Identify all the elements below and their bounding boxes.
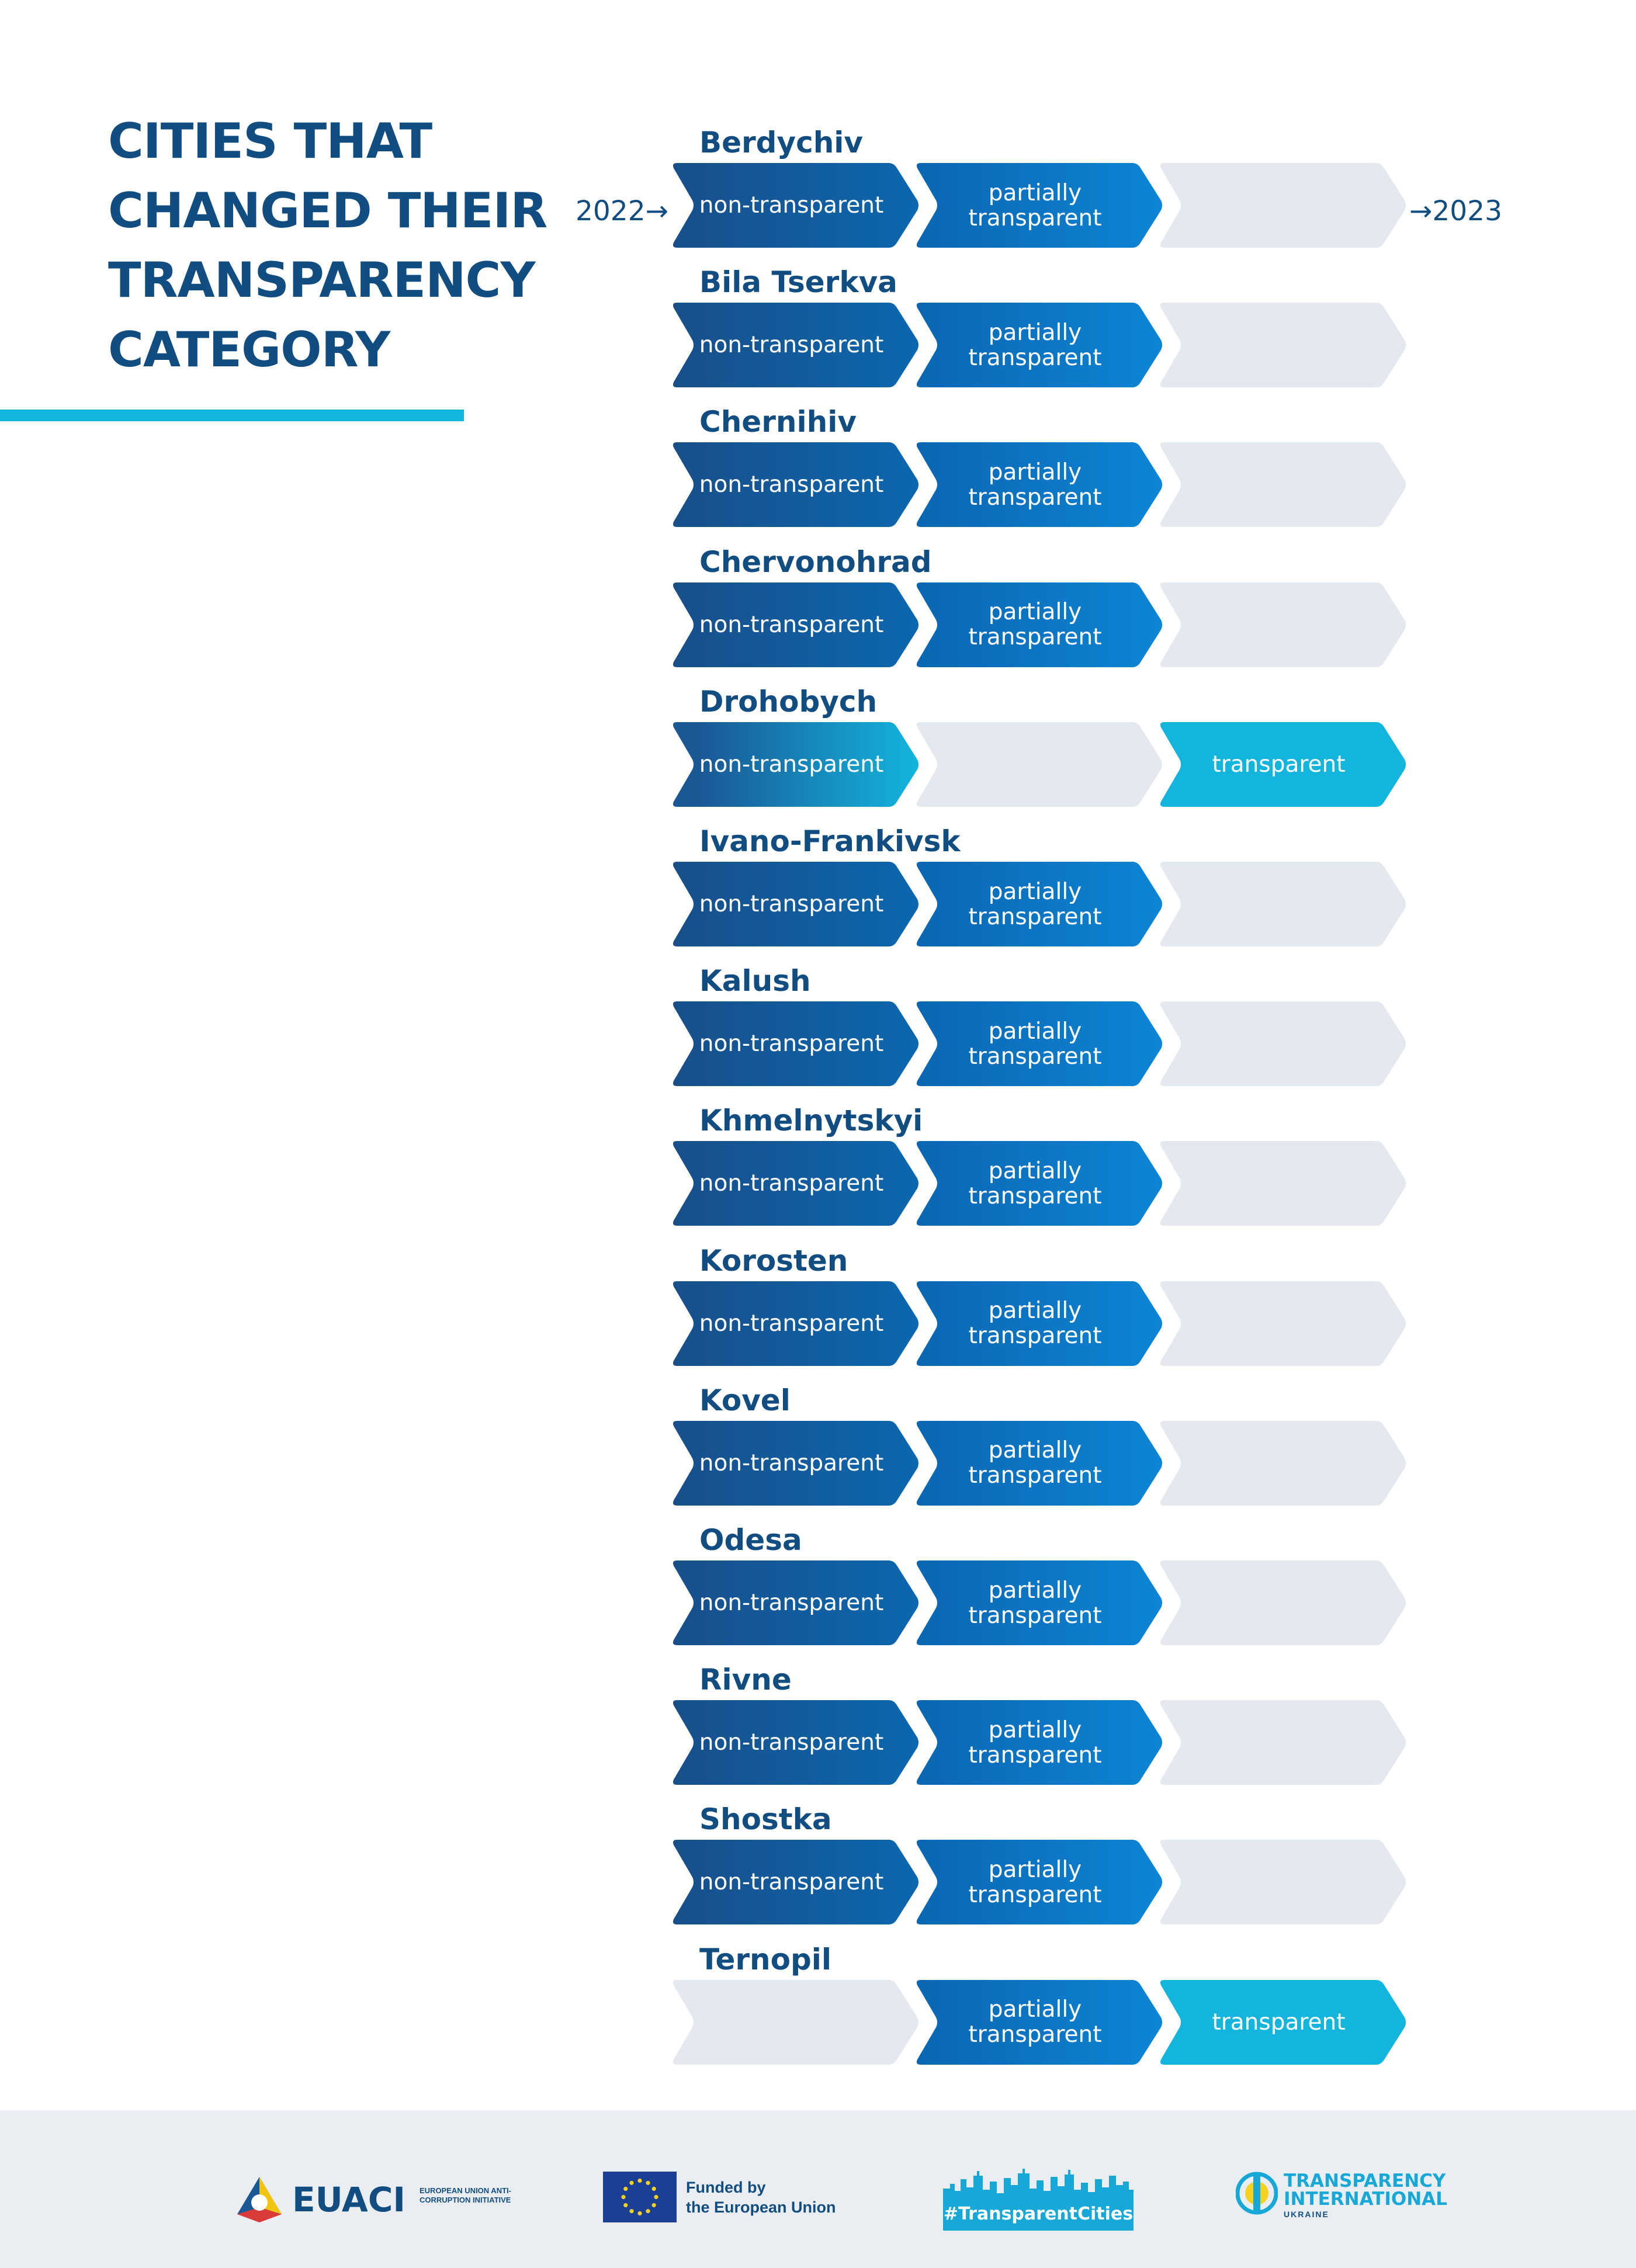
chevron-shape bbox=[1160, 1001, 1406, 1086]
title-underline bbox=[0, 410, 464, 421]
city-name: Ivano-Frankivsk bbox=[699, 824, 961, 858]
title-line-1: CITIES THAT bbox=[108, 113, 432, 169]
chevron-shape bbox=[1160, 862, 1406, 946]
page-title bbox=[108, 106, 576, 384]
stage-label: non-transparent bbox=[699, 1170, 884, 1197]
city-row bbox=[669, 262, 1405, 403]
stage-non-transparent bbox=[669, 862, 920, 946]
eu-funding-line-1: Funded by bbox=[686, 2179, 766, 2196]
city-row bbox=[669, 1241, 1405, 1381]
stage-label: partially transparent bbox=[968, 878, 1102, 930]
year-start-label: 2022→ bbox=[576, 195, 668, 227]
ti-line-1: TRANSPARENCY bbox=[1284, 2170, 1446, 2191]
stage-non-transparent bbox=[669, 582, 920, 667]
stage-non-transparent bbox=[669, 163, 920, 248]
stage-empty bbox=[1156, 303, 1407, 387]
city-name: Drohobych bbox=[699, 684, 878, 719]
city-name: Kovel bbox=[699, 1383, 791, 1417]
city-row bbox=[669, 1799, 1405, 1940]
city-row bbox=[669, 1940, 1405, 2080]
footer bbox=[0, 2110, 1636, 2268]
stage-transparent bbox=[1156, 722, 1407, 807]
stage-label: transparent bbox=[1212, 2009, 1346, 2035]
city-row bbox=[669, 682, 1405, 822]
city-name: Odesa bbox=[699, 1523, 802, 1557]
stage-label: non-transparent bbox=[699, 611, 884, 638]
stage-empty bbox=[1156, 862, 1407, 946]
stage-non-transparent bbox=[669, 1001, 920, 1086]
city-row bbox=[669, 123, 1405, 263]
stage-partially-transparent bbox=[913, 582, 1163, 667]
city-row bbox=[669, 1660, 1405, 1800]
chevron-shape bbox=[1160, 1281, 1406, 1366]
city-row bbox=[669, 542, 1405, 682]
stage-label: non-transparent bbox=[699, 192, 884, 219]
year-end-label: →2023 bbox=[1409, 195, 1502, 227]
stage-empty bbox=[1156, 582, 1407, 667]
transparent-cities-tag: #TransparentCities bbox=[943, 2197, 1134, 2231]
chevron-shape bbox=[1160, 442, 1406, 527]
stage-partially-transparent bbox=[913, 1560, 1163, 1645]
stage-label: non-transparent bbox=[699, 332, 884, 359]
chevron-shape bbox=[917, 722, 1162, 807]
stage-empty bbox=[1156, 1421, 1407, 1506]
stage-partially-transparent bbox=[913, 442, 1163, 527]
stage-label: partially transparent bbox=[968, 1716, 1102, 1768]
city-row bbox=[669, 1520, 1405, 1660]
stage-label: partially transparent bbox=[968, 179, 1102, 231]
stage-empty bbox=[1156, 1560, 1407, 1645]
stage-label: partially transparent bbox=[968, 1577, 1102, 1629]
city-skyline-icon bbox=[943, 2168, 1134, 2198]
stage-empty bbox=[1156, 1281, 1407, 1366]
stage-empty bbox=[1156, 1700, 1407, 1785]
stage-label: partially transparent bbox=[968, 1157, 1102, 1209]
city-row bbox=[669, 1101, 1405, 1241]
transparent-cities-logo bbox=[943, 2168, 1134, 2232]
transparency-international-logo bbox=[1236, 2169, 1458, 2227]
euaci-emblem-icon bbox=[234, 2173, 285, 2225]
stage-label: partially transparent bbox=[968, 319, 1102, 371]
stage-empty bbox=[1156, 1840, 1407, 1924]
stage-label: non-transparent bbox=[699, 751, 884, 778]
title-line-3: TRANSPARENCY bbox=[108, 252, 535, 308]
city-row bbox=[669, 402, 1405, 542]
stage-empty bbox=[1156, 1001, 1407, 1086]
stage-partially-transparent bbox=[913, 1700, 1163, 1785]
city-name: Bila Tserkva bbox=[699, 265, 897, 300]
stage-label: partially transparent bbox=[968, 459, 1102, 511]
eu-funding-line-2: the European Union bbox=[686, 2198, 836, 2216]
chevron-shape bbox=[1160, 163, 1406, 248]
city-name: Chervonohrad bbox=[699, 545, 932, 579]
stage-empty bbox=[1156, 1141, 1407, 1226]
stage-empty bbox=[669, 1980, 920, 2065]
stage-empty bbox=[913, 722, 1163, 807]
city-name: Berdychiv bbox=[699, 126, 864, 159]
title-line-2: CHANGED THEIR bbox=[108, 182, 547, 239]
chevron-shape bbox=[1160, 1700, 1406, 1785]
stage-label: partially transparent bbox=[968, 1856, 1102, 1908]
chevron-shape bbox=[673, 1980, 918, 2065]
stage-partially-transparent bbox=[913, 862, 1163, 946]
chevron-shape bbox=[1160, 1840, 1406, 1924]
stage-partially-transparent bbox=[913, 163, 1163, 248]
stage-partially-transparent bbox=[913, 1281, 1163, 1366]
eu-funding-logo bbox=[603, 2172, 872, 2224]
stage-label: non-transparent bbox=[699, 1310, 884, 1337]
euaci-wordmark: EUACI bbox=[292, 2180, 405, 2220]
stage-non-transparent bbox=[669, 1421, 920, 1506]
chevron-shape bbox=[1160, 582, 1406, 667]
stage-partially-transparent bbox=[913, 1141, 1163, 1226]
stage-non-transparent bbox=[669, 303, 920, 387]
stage-label: non-transparent bbox=[699, 1031, 884, 1057]
stage-non-transparent bbox=[669, 1560, 920, 1645]
euaci-subtitle: EUROPEAN UNION ANTI-CORRUPTION INITIATIVE bbox=[420, 2186, 511, 2204]
stage-label: non-transparent bbox=[699, 891, 884, 917]
chevron-shape bbox=[1160, 1560, 1406, 1645]
stage-non-transparent bbox=[669, 1141, 920, 1226]
ti-country: UKRAINE bbox=[1284, 2210, 1329, 2219]
stage-partially-transparent bbox=[913, 1840, 1163, 1924]
euaci-logo bbox=[234, 2173, 514, 2226]
stage-empty bbox=[1156, 163, 1407, 248]
city-name: Khmelnytskyi bbox=[699, 1104, 923, 1138]
stage-label: transparent bbox=[1212, 751, 1346, 778]
stage-label: partially transparent bbox=[968, 1018, 1102, 1070]
stage-label: non-transparent bbox=[699, 1869, 884, 1896]
city-row bbox=[669, 961, 1405, 1101]
stage-partially-transparent bbox=[913, 1980, 1163, 2065]
stage-non-transparent bbox=[669, 1840, 920, 1924]
stage-non-transparent bbox=[669, 442, 920, 527]
stage-non-transparent bbox=[669, 1700, 920, 1785]
stage-non-transparent bbox=[669, 722, 920, 807]
chevron-shape bbox=[1160, 303, 1406, 387]
city-name: Kalush bbox=[699, 964, 811, 998]
city-name: Rivne bbox=[699, 1663, 792, 1697]
city-name: Shostka bbox=[699, 1802, 832, 1837]
eu-funding-text bbox=[686, 2177, 836, 2217]
stage-partially-transparent bbox=[913, 303, 1163, 387]
city-row bbox=[669, 1381, 1405, 1521]
stage-transparent bbox=[1156, 1980, 1407, 2065]
stage-label: non-transparent bbox=[699, 1590, 884, 1616]
chevron-shape bbox=[1160, 1421, 1406, 1506]
city-name: Chernihiv bbox=[699, 405, 857, 439]
stage-label: non-transparent bbox=[699, 1729, 884, 1756]
city-name: Korosten bbox=[699, 1243, 848, 1278]
stage-label: non-transparent bbox=[699, 1449, 884, 1476]
title-line-4: CATEGORY bbox=[108, 321, 390, 378]
stage-label: partially transparent bbox=[968, 1996, 1102, 2048]
stage-label: partially transparent bbox=[968, 599, 1102, 651]
stage-label: partially transparent bbox=[968, 1437, 1102, 1489]
stage-partially-transparent bbox=[913, 1001, 1163, 1086]
stage-empty bbox=[1156, 442, 1407, 527]
ti-line-2: INTERNATIONAL bbox=[1284, 2189, 1447, 2210]
eu-flag-icon bbox=[603, 2172, 677, 2222]
stage-label: partially transparent bbox=[968, 1298, 1102, 1350]
ti-emblem-icon bbox=[1236, 2169, 1278, 2218]
stage-label: non-transparent bbox=[699, 471, 884, 498]
stage-partially-transparent bbox=[913, 1421, 1163, 1506]
ti-wordmark bbox=[1284, 2172, 1447, 2208]
city-row bbox=[669, 821, 1405, 962]
stage-non-transparent bbox=[669, 1281, 920, 1366]
city-name: Ternopil bbox=[699, 1942, 832, 1976]
chevron-shape bbox=[1160, 1141, 1406, 1226]
